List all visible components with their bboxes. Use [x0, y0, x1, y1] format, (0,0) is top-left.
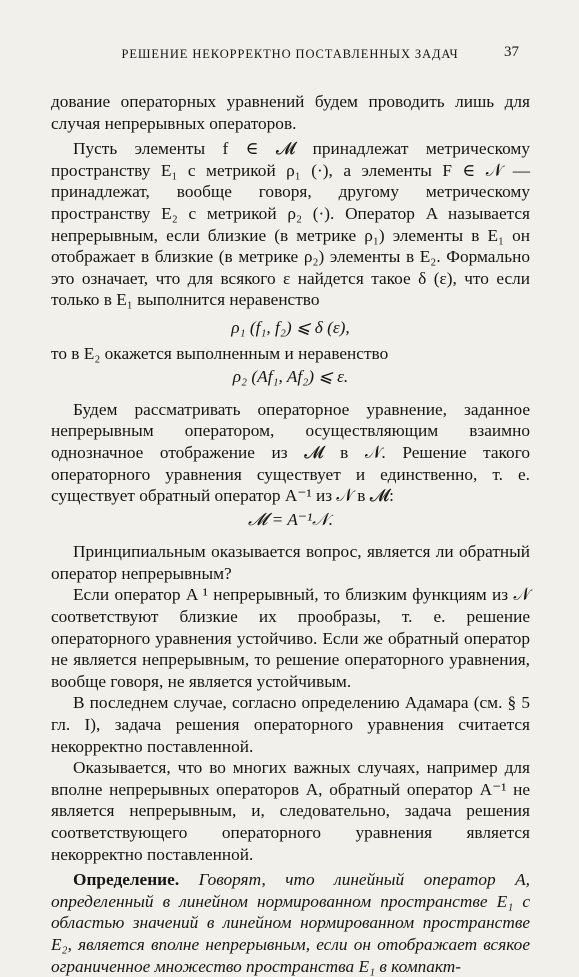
- paragraph-question: Принципиальным оказывается вопрос, является ли обратный оператор непрерывным?: [51, 542, 530, 583]
- main-text: [51, 91, 530, 977]
- paragraph-inverse-operator: Будем рассматривать операторное уравнение, заданное непрерывным оператором, осуществляющим взаимно однозначное отображение из 𝓜 в 𝒩. Решение такого операторного уравнения существует и единственно, т. е. существует обратный оператор A⁻¹ из 𝒩 в 𝓜:: [51, 399, 530, 506]
- paragraph-continuity-definition: Пусть элементы f ∈ 𝓜 принадлежат метрическому пространству E₁ с метрикой ρ₁ (·), а элементы F ∈ 𝒩 — принадлежат, вообще говоря, другому метрическому пространству E₂ с метрикой ρ₂ (·). Оператор A называется непрерывным, если близкие (в метрике ρ₁) элементы в E₁ он отображает в близкие (в метрике ρ₂) элементы в E₂. Формально это означает, что для всякого ε найдется такое δ (ε), что если только в E₁ выполнится неравенство: [51, 139, 530, 310]
- definition-heading: Определение.: [73, 870, 180, 890]
- paragraph-compact-operators: Оказывается, что во многих важных случаях, например для вполне непрерывных операторов A, обратный оператор A⁻¹ не является непрерывным, и, следовательно, задача решения соответствующего операторного уравнения является некорректно поставленной.: [51, 758, 530, 864]
- running-head: РЕШЕНИЕ НЕКОРРЕКТНО ПОСТАВЛЕННЫХ ЗАДАЧ: [121, 47, 459, 61]
- formula-inverse-mapping: 𝓜 = A⁻¹𝒩.: [247, 509, 334, 529]
- paragraph-hadamard: В последнем случае, согласно определению Адамара (см. § 5 гл. I), задача решения операторного уравнения считается некорректно поставленной.: [51, 693, 530, 756]
- paragraph-then-inequality: то в E₂ окажется выполненным и неравенство: [51, 343, 389, 363]
- paragraph-stability: Если оператор A ¹ непрерывный, то близким функциям из 𝒩 соответствуют близкие их прообразы, т. е. решение операторного уравнения устойчиво. Если же обратный оператор не является непрерывным, то решение операторного уравнения, вообще говоря, не является устойчивым.: [51, 585, 530, 691]
- definition-paragraph: [51, 869, 530, 977]
- page-number: 37: [504, 44, 519, 60]
- formula-metric-rho2: ρ₂ (Af₁, Af₂) ⩽ ε.: [232, 367, 349, 387]
- paragraph-continuation: дование операторных уравнений будем проводить лишь для случая непрерывных операторов.: [51, 92, 530, 133]
- definition-body: Говорят, что линейный оператор A, определенный в линейном нормированном пространстве E₁ с областью значений в линейном нормированном пространстве E₂, является вполне непрерывным, если он отображает всякое ограниченное множество пространства E₁ в компакт-: [51, 870, 530, 976]
- formula-metric-rho1: ρ₁ (f₁, f₂) ⩽ δ (ε),: [231, 317, 350, 337]
